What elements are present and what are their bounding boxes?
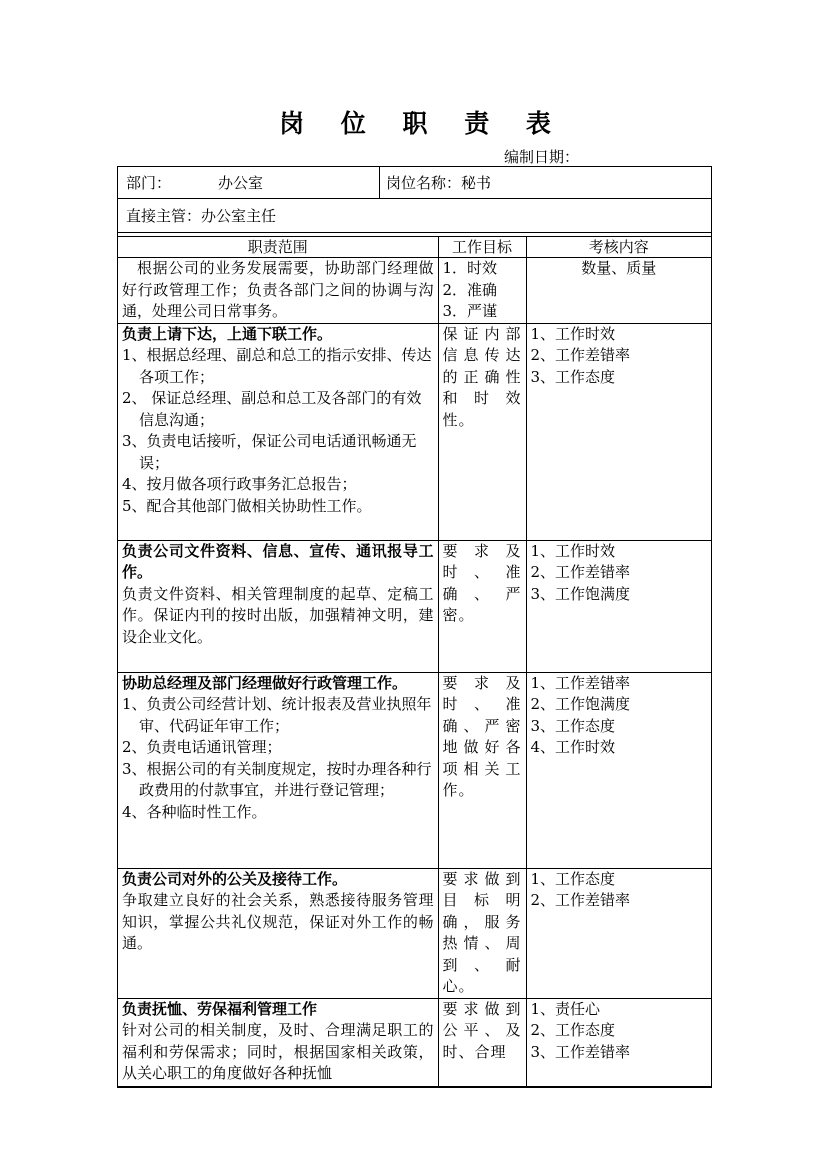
duty-table — [118, 237, 711, 1087]
assessment-item: 3、工作态度 — [530, 716, 616, 735]
table-row — [118, 998, 711, 1086]
duty-assessment — [526, 868, 711, 998]
duty-assessment — [526, 672, 711, 868]
duty-target: 要求及时、准确、严密地做好各项相关工作。 — [438, 672, 526, 868]
duty-scope — [118, 672, 438, 868]
position-value: 秘书 — [461, 174, 492, 192]
duty-assessment — [526, 540, 711, 672]
column-header-row — [118, 237, 711, 258]
duty-target: 要求做到目标明确，服务热情、周到、耐心。 — [438, 868, 526, 998]
assessment-item: 3、工作差错率 — [530, 1042, 631, 1061]
duty-text: 争取建立良好的社会关系，熟悉接待服务管理知识，掌握公共礼仪规范，保证对外工作的畅通。 — [122, 891, 434, 952]
duty-scope — [118, 998, 438, 1086]
duty-title: 负责公司文件资料、信息、宣传、通讯报导工作。 — [122, 541, 434, 581]
duty-title: 负责抚恤、劳保福利管理工作 — [122, 999, 318, 1018]
dept-value: 办公室 — [218, 174, 264, 192]
assessment-item: 1、工作时效 — [530, 541, 616, 560]
duty-target: 保证内部信息传达的正确性和时效性。 — [438, 323, 526, 540]
dept-label: 部门： — [126, 174, 172, 192]
assessment-item: 2、工作态度 — [530, 1021, 616, 1039]
duty-item: 5、配合其他部门做相关协助性工作。 — [122, 496, 372, 515]
header-row — [118, 167, 711, 199]
duty-scope — [118, 868, 438, 998]
duty-title: 协助总经理及部门经理做好行政管理工作。 — [122, 673, 408, 692]
table-row — [118, 323, 711, 540]
date-label: 编制日期： — [504, 148, 580, 166]
assessment-item: 1、工作差错率 — [530, 673, 631, 692]
assessment-item: 1、工作态度 — [530, 869, 616, 888]
duty-form — [117, 166, 712, 1088]
duty-title: 负责公司对外的公关及接待工作。 — [122, 869, 348, 888]
dept-cell — [118, 167, 380, 198]
duty-item: 1、负责公司经营计划、统计报表及营业执照年审、代码证年审工作； — [122, 695, 432, 735]
duty-item: 3、负责电话接听，保证公司电话通讯畅通无误； — [122, 432, 417, 472]
intro-assessment: 数量、质量 — [526, 258, 711, 324]
duty-target: 要求做到公平、及时、合理 — [438, 998, 526, 1086]
duty-target: 要求及时、准确、严密。 — [438, 540, 526, 672]
duty-title: 负责上请下达，上通下联工作。 — [122, 324, 333, 343]
duty-text: 针对公司的相关制度，及时、合理满足职工的福利和劳保需求；同时，根据国家相关政策，从关心职工的角度做好各种抚恤 — [122, 1021, 434, 1082]
duty-assessment — [526, 998, 711, 1086]
assessment-item: 3、工作态度 — [530, 367, 616, 386]
target-item: 2．准确 — [442, 280, 498, 299]
intro-targets — [438, 258, 526, 324]
target-item: 1．时效 — [442, 259, 498, 277]
page-title: 岗 位 职 责 表 — [279, 109, 565, 138]
col-header-target: 工作目标 — [438, 237, 526, 258]
col-header-scope: 职责范围 — [118, 237, 438, 258]
assessment-item: 2、工作差错率 — [530, 563, 631, 581]
duty-item: 2、 保证总经理、副总和总工及各部门的有效信息沟通； — [122, 389, 422, 429]
table-row — [118, 868, 711, 998]
position-cell — [380, 167, 711, 198]
supervisor-row: 直接主管：办公室主任 — [118, 199, 711, 233]
assessment-item: 2、工作差错率 — [530, 891, 631, 909]
target-item: 3．严谨 — [442, 302, 498, 320]
duty-item: 2、负责电话通讯管理； — [122, 738, 282, 756]
duty-item: 1、根据总经理、副总和总工的指示安排、传达各项工作； — [122, 346, 432, 386]
duty-scope — [118, 323, 438, 540]
intro-scope: 根据公司的业务发展需要，协助部门经理做好行政管理工作；负责各部门之间的协调与沟通，处理公司日常事务。 — [118, 258, 438, 324]
duty-item: 4、按月做各项行政事务汇总报告； — [122, 475, 357, 493]
duty-text: 负责文件资料、相关管理制度的起草、定稿工作。保证内刊的按时出版，加强精神文明，建设企业文化。 — [122, 584, 434, 646]
assessment-item: 4、工作时效 — [530, 738, 616, 756]
duty-scope — [118, 540, 438, 672]
table-row — [118, 258, 711, 324]
duty-assessment — [526, 323, 711, 540]
duty-item: 3、根据公司的有关制度规定，按时办理各种行政费用的付款事宜，并进行登记管理； — [122, 759, 432, 799]
assessment-item: 1、责任心 — [530, 999, 601, 1018]
duty-item: 4、各种临时性工作。 — [122, 802, 267, 821]
table-row — [118, 540, 711, 672]
position-label: 岗位名称： — [386, 174, 462, 192]
assessment-item: 3、工作饱满度 — [530, 584, 631, 603]
assessment-item: 2、工作饱满度 — [530, 695, 631, 713]
assessment-item: 2、工作差错率 — [530, 346, 631, 364]
assessment-item: 1、工作时效 — [530, 324, 616, 343]
col-header-assessment: 考核内容 — [526, 237, 711, 258]
table-row — [118, 672, 711, 868]
